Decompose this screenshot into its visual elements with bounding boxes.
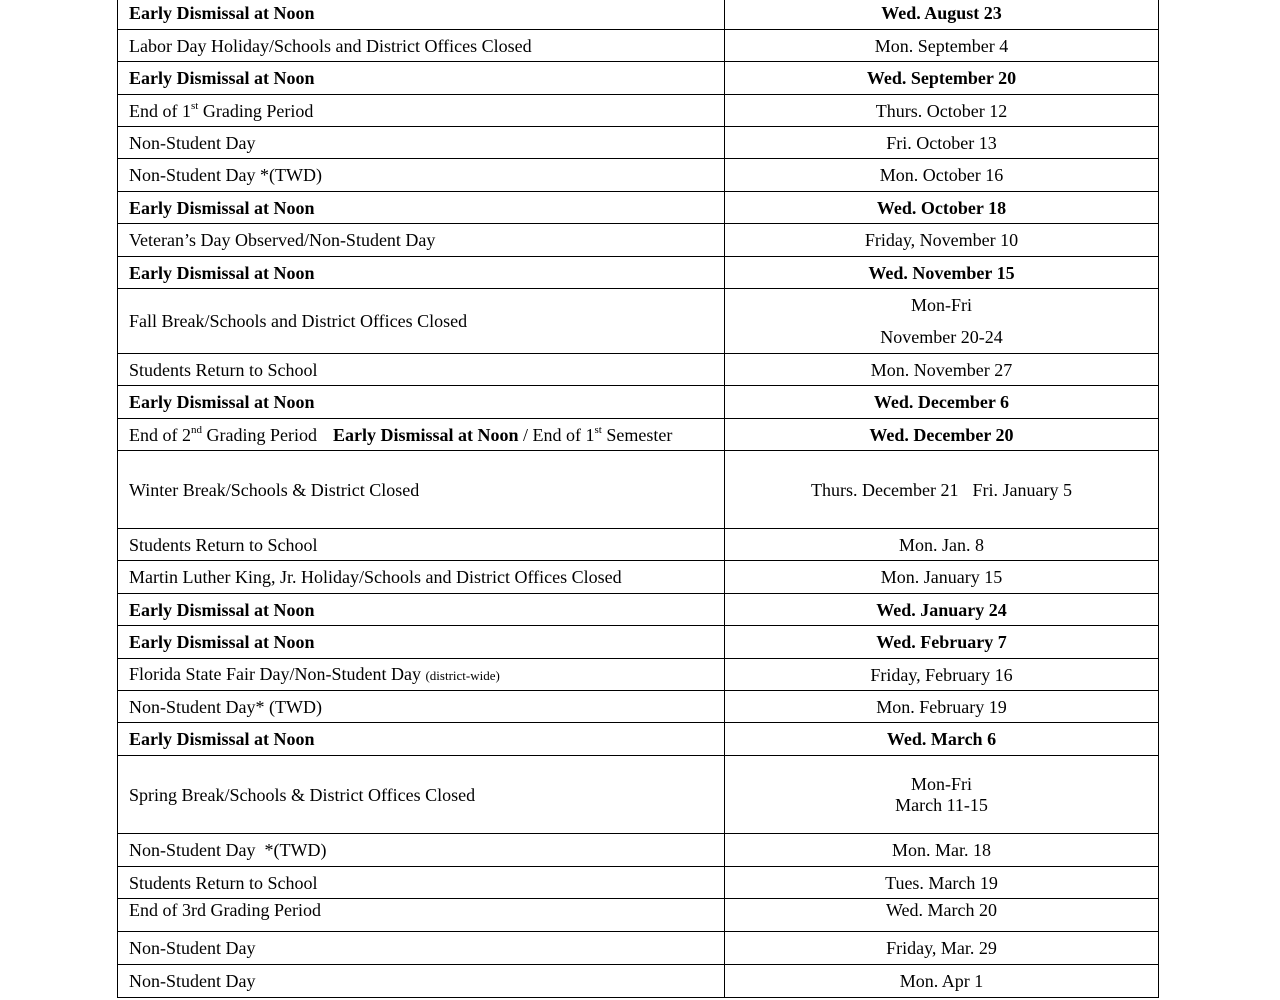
event-cell: [118, 419, 725, 451]
date-cell: [725, 756, 1159, 834]
date-cell: Wed. December 6: [725, 386, 1159, 419]
table-row: [118, 834, 1159, 867]
event-cell: Early Dismissal at Noon: [118, 723, 725, 756]
event-note: (district-wide): [425, 667, 500, 683]
event-cell: [118, 659, 725, 691]
event-cell: Non-Student Day: [118, 127, 725, 159]
event-text: End of 2: [129, 424, 191, 445]
table-row: [118, 756, 1159, 834]
date-text: Thurs. December 21: [811, 479, 959, 500]
ordinal-suffix: nd: [191, 423, 202, 436]
event-cell: Early Dismissal at Noon: [118, 386, 725, 419]
date-cell: Tues. March 19: [725, 867, 1159, 899]
event-cell: Veteran’s Day Observed/Non-Student Day: [118, 224, 725, 257]
event-cell: Students Return to School: [118, 529, 725, 561]
table-row: [118, 159, 1159, 192]
event-cell: Martin Luther King, Jr. Holiday/Schools and District Offices Closed: [118, 561, 725, 594]
table-row: [118, 691, 1159, 723]
date-cell: Wed. October 18: [725, 192, 1159, 224]
event-text: Grading Period: [202, 424, 317, 445]
event-cell: Early Dismissal at Noon: [118, 192, 725, 224]
event-text: Florida State Fair Day/Non-Student Day: [129, 663, 421, 684]
date-line: November 20-24: [880, 327, 1003, 347]
table-row: [118, 561, 1159, 594]
date-line: Mon-Fri: [910, 773, 972, 794]
school-calendar-table: [117, 0, 1159, 998]
event-cell: Students Return to School: [118, 867, 725, 899]
table-row: [118, 289, 1159, 354]
event-text: End of 1: [129, 100, 191, 121]
event-cell: Early Dismissal at Noon: [118, 626, 725, 659]
table-row: [118, 626, 1159, 659]
date-cell: Wed. March 20: [725, 899, 1159, 932]
table-row: [118, 62, 1159, 95]
date-cell: Mon. January 15: [725, 561, 1159, 594]
date-cell: Mon. Apr 1: [725, 965, 1159, 998]
date-cell: Friday, February 16: [725, 659, 1159, 691]
table-row: [118, 0, 1159, 30]
date-cell: Wed. November 15: [725, 257, 1159, 289]
event-text: / End of 1: [518, 424, 595, 445]
date-cell: Wed. February 7: [725, 626, 1159, 659]
date-cell: Mon. October 16: [725, 159, 1159, 192]
date-cell: Wed. March 6: [725, 723, 1159, 756]
event-text: Semester: [601, 424, 673, 445]
table-row: [118, 386, 1159, 419]
date-cell: Fri. October 13: [725, 127, 1159, 159]
table-row: [118, 932, 1159, 965]
event-cell: Spring Break/Schools & District Offices Closed: [118, 756, 725, 834]
event-cell: [118, 95, 725, 127]
table-row: [118, 419, 1159, 451]
event-cell: Students Return to School: [118, 354, 725, 386]
table-row: [118, 224, 1159, 257]
event-cell: Non-Student Day: [118, 932, 725, 965]
table-row: [118, 30, 1159, 62]
event-cell: End of 3rd Grading Period: [118, 899, 725, 932]
event-cell: Early Dismissal at Noon: [118, 594, 725, 626]
date-cell: Wed. September 20: [725, 62, 1159, 95]
table-row: [118, 451, 1159, 529]
date-cell: Mon. Jan. 8: [725, 529, 1159, 561]
table-row: [118, 659, 1159, 691]
date-cell: Mon. February 19: [725, 691, 1159, 723]
table-row: [118, 529, 1159, 561]
event-cell: Fall Break/Schools and District Offices Closed: [118, 289, 725, 354]
date-cell: Friday, November 10: [725, 224, 1159, 257]
date-line: March 11-15: [895, 794, 988, 815]
event-cell: Non-Student Day: [118, 965, 725, 998]
date-cell: Mon. Mar. 18: [725, 834, 1159, 867]
date-cell: Friday, Mar. 29: [725, 932, 1159, 965]
event-cell: Early Dismissal at Noon: [118, 62, 725, 95]
date-cell: Thurs. October 12: [725, 95, 1159, 127]
table-row: [118, 354, 1159, 386]
date-cell: [725, 289, 1159, 354]
event-cell: Early Dismissal at Noon: [118, 0, 725, 30]
table-row: [118, 95, 1159, 127]
date-line: Mon-Fri: [910, 295, 972, 315]
date-text: Fri. January 5: [972, 479, 1072, 500]
event-cell: Winter Break/Schools & District Closed: [118, 451, 725, 529]
event-text-bold: Early Dismissal at Noon: [332, 424, 519, 445]
table-row: [118, 192, 1159, 224]
date-cell: Wed. January 24: [725, 594, 1159, 626]
table-row: [118, 867, 1159, 899]
table-row: [118, 965, 1159, 998]
date-cell: [725, 451, 1159, 529]
date-cell: Mon. September 4: [725, 30, 1159, 62]
table-row: [118, 257, 1159, 289]
table-row: [118, 899, 1159, 932]
table-row: [118, 127, 1159, 159]
ordinal-suffix: st: [594, 423, 602, 436]
event-cell: Early Dismissal at Noon: [118, 257, 725, 289]
event-cell: Non-Student Day* (TWD): [118, 691, 725, 723]
date-cell: Mon. November 27: [725, 354, 1159, 386]
event-cell: Non-Student Day *(TWD): [118, 834, 725, 867]
event-text: Grading Period: [198, 100, 314, 121]
ordinal-suffix: st: [191, 99, 199, 112]
date-cell: Wed. December 20: [725, 419, 1159, 451]
table-row: [118, 723, 1159, 756]
event-cell: Non-Student Day *(TWD): [118, 159, 725, 192]
event-cell: Labor Day Holiday/Schools and District Offices Closed: [118, 30, 725, 62]
table-row: [118, 594, 1159, 626]
date-cell: Wed. August 23: [725, 0, 1159, 30]
